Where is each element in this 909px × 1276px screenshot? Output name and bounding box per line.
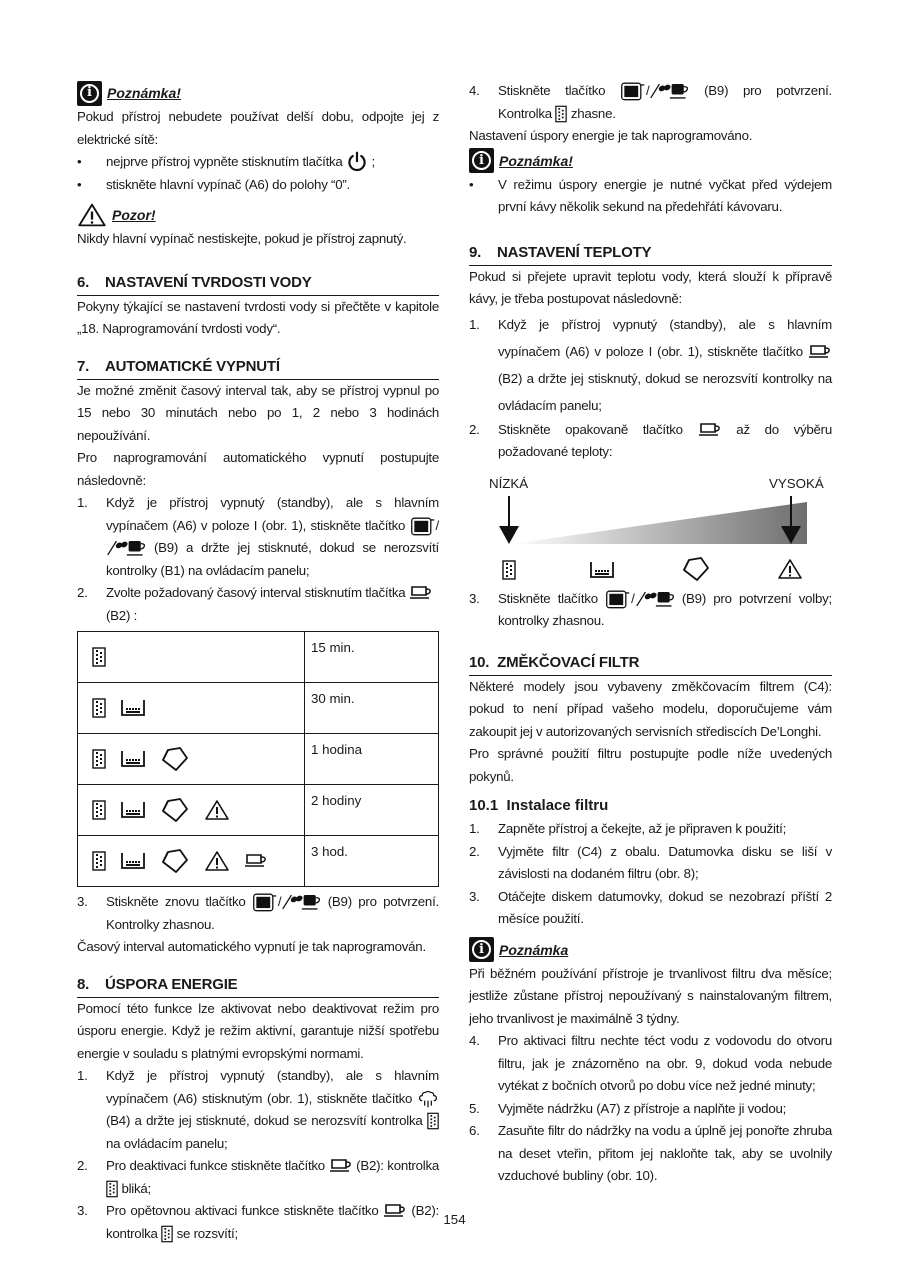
list-item: 1. Zapněte přístroj a čekejte, až je připraven k použití; (469, 821, 787, 836)
interval-table (77, 631, 439, 887)
list-item: 4. Stiskněte tlačítko / (B9) pro potvrzení. Kontrolka zhasne. (469, 80, 832, 125)
tray-icon (120, 698, 146, 718)
info-icon: i (469, 148, 494, 173)
water-hardness-icon (555, 105, 567, 123)
paragraph: Pokud si přejete upravit teplotu vody, která slouží k přípravě kávy, je třeba postupovat následovně: (469, 268, 832, 306)
note-text: Při běžném používání přístroje je trvanlivost filtru dva měsíce; jestliže zůstane přístroj nepoužívaný s nainstalovaným filtrem, jeho trvanlivost je maximálně 3 týdny. (469, 965, 832, 1026)
list-item: 3. Otáčejte diskem datumovky, dokud se nezobrazí příští 2 měsíce použití. (469, 888, 832, 926)
bullet-item: • nejprve přístroj vypněte stisknutím tlačítka ; (77, 151, 439, 174)
tray-icon (120, 851, 146, 871)
water-hardness-icon (92, 698, 106, 718)
right-column (469, 80, 832, 1188)
page-number: 154 (443, 1212, 466, 1227)
table-row: 3 hod. (78, 836, 439, 887)
coffee-button-icon (252, 891, 278, 913)
cup-icon (409, 585, 433, 601)
note-heading (77, 80, 439, 106)
list-item: 4. Pro aktivaci filtru nechte téct vodu z vodovodu do otvoru filtru, jak je znázorněno na obr. 9, dokud voda nebude vytékat z bočních otvorů po dobu více než jedné minuty; (469, 1033, 832, 1093)
cup-icon (329, 1158, 353, 1174)
coffee-button-icon (605, 588, 631, 610)
info-icon: i (469, 937, 494, 962)
water-hardness-icon (503, 561, 515, 579)
paragraph: Pomocí této funkce lze aktivovat nebo deaktivovat režim pro úsporu energie. Když je režim aktivní, garantuje nižší spotřebu energie v souladu s platnými evropskými normami. (77, 1000, 439, 1061)
paragraph: Je možné změnit časový interval tak, aby se přístroj vypnul po 15 nebo 30 minutách nebo po 1, 2 nebo 3 hodinách nepoužívání. (77, 382, 439, 443)
list-item: 3. Stiskněte znovu tlačítko / (B9) pro potvrzení. Kontrolky zhasnou. (77, 891, 439, 936)
paragraph: Některé modely jsou vybaveny změkčovacím filtrem (C4): pokud to není případ vašeho modelu, doporučujeme vám zakoupit jej v autorizovaných servisních střediscích De’Longhi. (469, 678, 832, 739)
cup-icon (808, 344, 832, 360)
caution-text: Nikdy hlavní vypínač nestiskejte, pokud je přístroj zapnutý. (77, 231, 407, 246)
bullet-item: • V režimu úspory energie je nutné vyčkat před výdejem první kávy několik sekund na předehřátí kávovaru. (469, 176, 832, 214)
descale-icon (160, 746, 190, 772)
power-icon (346, 151, 368, 173)
warning-icon (204, 850, 230, 872)
list-item: 1. Když je přístroj vypnutý (standby), ale s hlavním vypínačem (A6) stisknutým (obr. 1), stiskněte tlačítko (B4) a držte jej stisknuté, dokud se nerozsvítí kontrolka na ovládacím panelu; (77, 1068, 439, 1151)
descale-icon (160, 848, 190, 874)
warning-icon (204, 799, 230, 821)
tray-icon (591, 562, 613, 577)
paragraph: Pro naprogramování automatického vypnutí postupujte následovně: (77, 450, 439, 488)
descale-icon (160, 797, 190, 823)
low-arrow (499, 526, 519, 544)
warning-icon (779, 560, 801, 578)
list-item: 1. Když je přístroj vypnutý (standby), ale s hlavním vypínačem (A6) v poloze I (obr. 1), stiskněte tlačítko (B2) a držte jej stisknutý, dokud se nerozsvítí kontrolky na ovládacím panelu; (469, 316, 832, 413)
water-hardness-icon (161, 1225, 173, 1243)
water-hardness-icon (92, 647, 106, 667)
note-heading (469, 937, 832, 963)
list-item: 3. Stiskněte tlačítko / (B9) pro potvrzení volby; kontrolky zhasnou. (469, 588, 832, 633)
temperature-gauge (469, 476, 832, 588)
table-row: 1 hodina (78, 734, 439, 785)
list-item: 6. Zasuňte filtr do nádržky na vodu a úplně jej ponořte zhruba na deset vteřin, přitom jej nakloňte tak, aby se uvolnily vzduchové bubliny (obr. 10). (469, 1123, 832, 1183)
note-heading (469, 148, 832, 174)
info-icon: i (77, 81, 102, 106)
note-title: Poznámka (499, 941, 569, 958)
table-row: 2 hodiny (78, 785, 439, 836)
temperature-ramp (511, 502, 807, 544)
tray-icon (120, 800, 146, 820)
paragraph: Pro správné použití filtru postupujte podle níže uvedených pokynů. (469, 746, 832, 784)
section-heading: 6. NASTAVENÍ TVRDOSTI VODY (77, 271, 439, 296)
list-item: 1. Když je přístroj vypnutý (standby), ale s hlavním vypínačem (A6) v poloze I (obr. 1), stiskněte tlačítko / (B9) a držte jej stisknuté, dokud se nerozsvítí kontrolky (B1) na ovládacím panelu; (77, 495, 439, 578)
coffee-cups-icon (649, 80, 689, 102)
descale-icon (684, 558, 708, 580)
section-heading: 10. ZMĚKČOVACÍ FILTR (469, 651, 832, 676)
caution-title: Pozor! (112, 207, 156, 223)
table-row: 30 min. (78, 683, 439, 734)
note-text: Pokud přístroj nebudete používat delší dobu, odpojte jej z elektrické sítě: (77, 109, 439, 147)
coffee-cups-icon (281, 891, 321, 913)
left-column (77, 80, 439, 1245)
table-row: 15 min. (78, 632, 439, 683)
list-item: 2. Zvolte požadovaný časový interval stisknutím tlačítka (B2) : (77, 582, 439, 627)
low-label: NÍZKÁ (489, 475, 529, 491)
coffee-cups-icon (106, 537, 146, 559)
water-hardness-icon (106, 1180, 118, 1198)
warning-icon (77, 202, 107, 228)
section-heading: 7. AUTOMATICKÉ VYPNUTÍ (77, 355, 439, 380)
caution-heading (77, 202, 439, 228)
water-hardness-icon (92, 851, 106, 871)
section-heading: 8. ÚSPORA ENERGIE (77, 973, 439, 998)
high-label: VYSOKÁ (769, 475, 824, 491)
water-hardness-icon (427, 1112, 439, 1130)
water-hardness-icon (92, 800, 106, 820)
list-item: 2. Stiskněte opakovaně tlačítko až do výběru požadované teploty: (469, 421, 832, 459)
section-heading: 9. NASTAVENÍ TEPLOTY (469, 241, 832, 266)
bullet-item: • stiskněte hlavní vypínač (A6) do polohy “0”. (77, 176, 350, 192)
steam-icon (417, 1089, 439, 1109)
list-item: 2. Vyjměte filtr (C4) z obalu. Datumovka disku se liší v závislosti na dodaném filtru (obr. 8); (469, 843, 832, 881)
list-item: 2. Pro deaktivaci funkce stiskněte tlačítko (B2): kontrolka bliká; (77, 1155, 439, 1200)
section-text: Pokyny týkající se nastavení tvrdosti vody si přečtěte v kapitole „18. Naprogramování tvrdosti vody“. (77, 298, 439, 336)
list-item: 5. Vyjměte nádržku (A7) z přístroje a naplňte ji vodou; (469, 1100, 787, 1116)
subsection-heading: 10.1 Instalace filtru (469, 797, 609, 814)
list-item: 3. Pro opětovnou aktivaci funkce stiskněte tlačítko (B2): kontrolka se rozsvítí; (77, 1200, 439, 1245)
coffee-cups-icon (635, 588, 675, 610)
note-title: Poznámka! (499, 152, 573, 169)
cup-icon (244, 853, 268, 869)
temperature-scale (469, 476, 832, 588)
tray-icon (120, 749, 146, 769)
note-title: Poznámka! (107, 85, 181, 101)
paragraph: Nastavení úspory energie je tak naprogramováno. (469, 128, 753, 143)
paragraph: Časový interval automatického vypnutí je tak naprogramován. (77, 939, 426, 954)
cup-icon (698, 422, 722, 438)
coffee-button-icon (410, 515, 436, 537)
coffee-button-icon (620, 80, 646, 102)
water-hardness-icon (92, 749, 106, 769)
